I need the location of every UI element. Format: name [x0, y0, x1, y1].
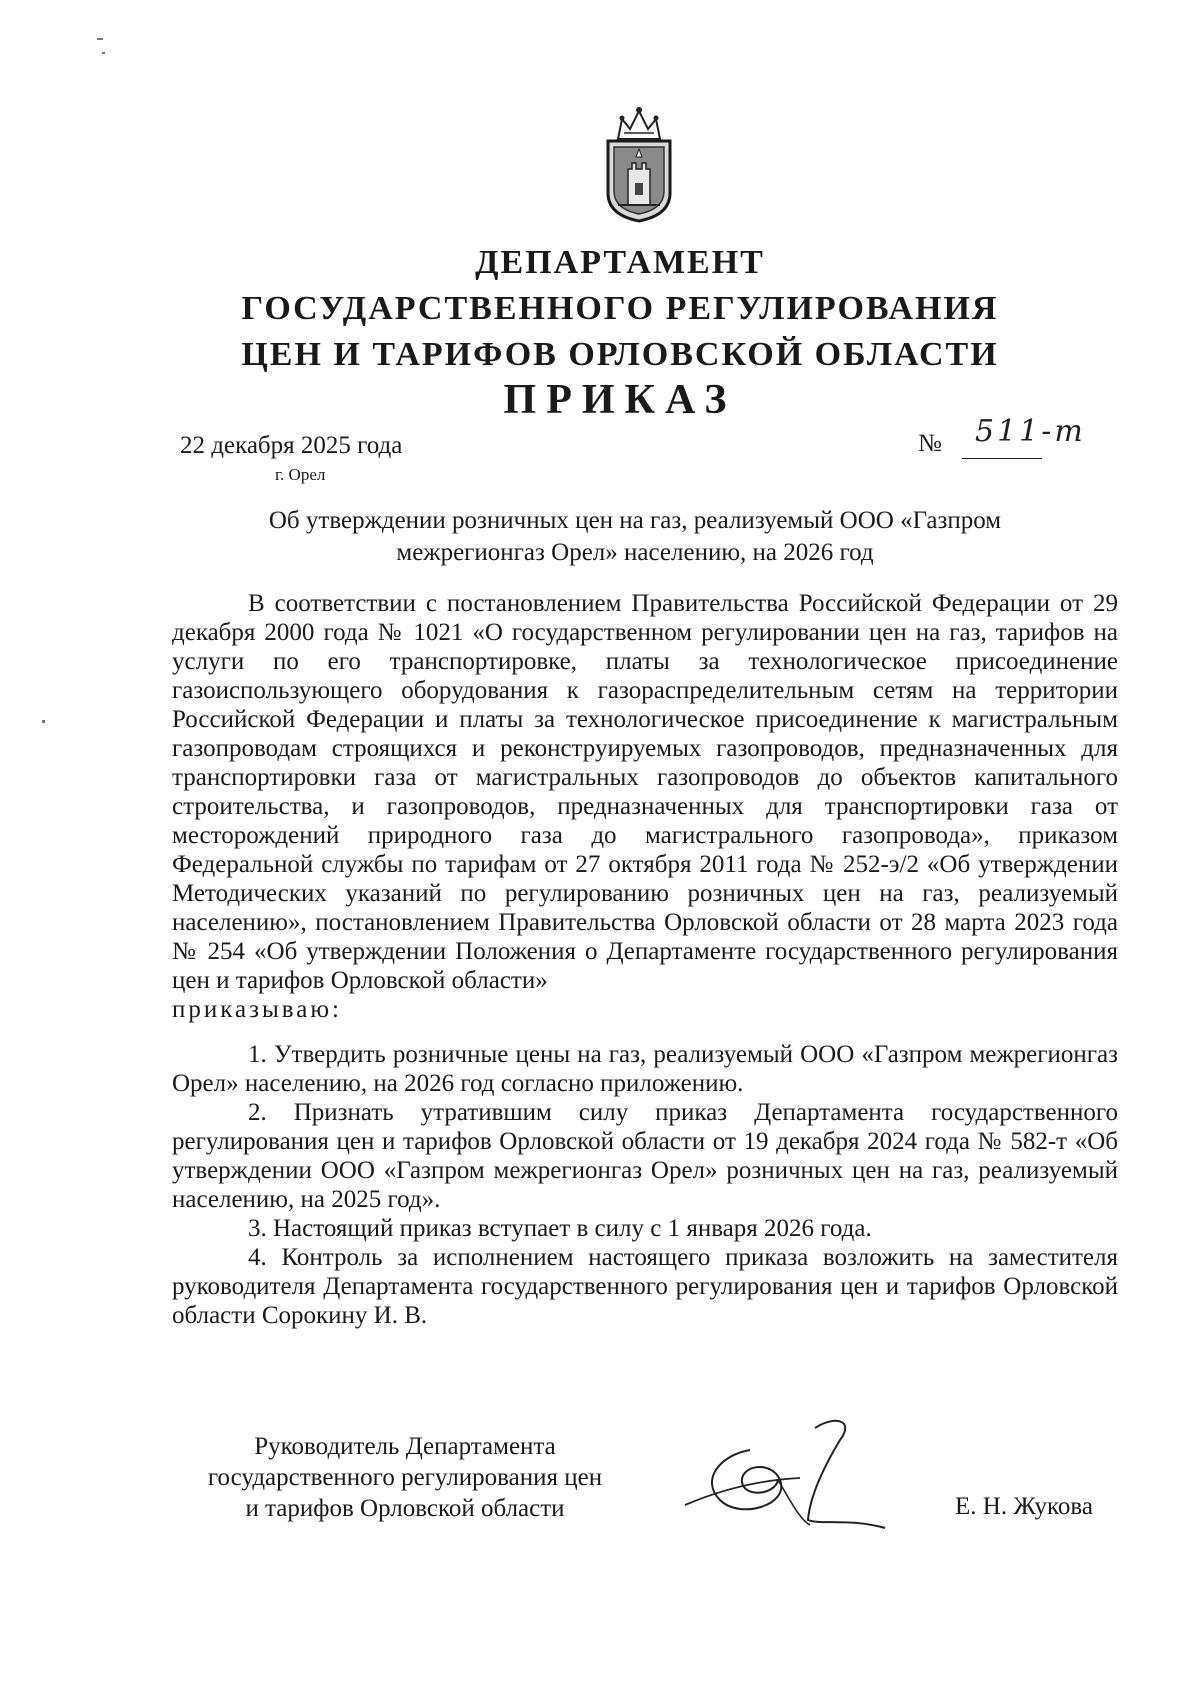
document-type-title: ПРИКАЗ: [503, 377, 737, 423]
order-subject: [215, 505, 1055, 569]
order-word: приказываю:: [172, 996, 342, 1023]
order-item-4: 4. Контроль за исполнением настоящего приказа возложить на заместителя руководителя Департамента государственного регулирования цен и тарифов Орловской области Сорокину И. В.: [172, 1244, 1118, 1329]
handwritten-signature-icon: [680, 1410, 900, 1540]
subject-line-2: межрегионгаз Орел» населению, на 2026 год: [396, 539, 874, 566]
signatory-position: [165, 1431, 645, 1524]
signatory-name: Е. Н. Жукова: [955, 1493, 1093, 1520]
signatory-position-line-2: государственного регулирования цен: [207, 1464, 603, 1491]
department-line-3: ЦЕН И ТАРИФОВ ОРЛОВСКОЙ ОБЛАСТИ: [241, 336, 999, 373]
signatory-position-line-3: и тарифов Орловской области: [245, 1495, 565, 1522]
coat-of-arms-icon: [600, 105, 678, 223]
order-number-handwritten: 511-т: [975, 414, 1086, 449]
order-number-label: №: [918, 430, 942, 457]
scan-speck: [97, 38, 103, 40]
scan-speck: [102, 52, 105, 54]
order-number-underline: [962, 458, 1042, 459]
order-item-1: 1. Утвердить розничные цены на газ, реализуемый ООО «Газпром межрегионгаз Орел» населению, на 2026 год согласно приложению.: [172, 1041, 1118, 1097]
signatory-position-line-1: Руководитель Департамента: [254, 1433, 556, 1460]
order-item-2: 2. Признать утратившим силу приказ Департамента государственного регулирования цен и тарифов Орловской области от 19 декабря 2024 года № 582-т «Об утверждении ООО «Газпром межрегионгаз Орел» розничных цен на газ, реализуемый населению, на 2025 год».: [172, 1099, 1118, 1213]
department-line-2: ГОСУДАРСТВЕННОГО РЕГУЛИРОВАНИЯ: [241, 290, 999, 327]
order-body: [172, 589, 1118, 1330]
department-line-1: ДЕПАРТАМЕНТ: [475, 244, 765, 281]
order-items: [172, 1040, 1118, 1330]
subject-line-1: Об утверждении розничных цен на газ, реализуемый ООО «Газпром: [268, 507, 1002, 534]
order-city: г. Орел: [275, 465, 326, 484]
order-item-3: 3. Настоящий приказ вступает в силу с 1 января 2026 года.: [248, 1215, 872, 1242]
scan-speck: [42, 720, 45, 723]
department-name: [220, 240, 1020, 378]
preamble-paragraph: В соответствии с постановлением Правительства Российской Федерации от 29 декабря 2000 года № 1021 «О государственном регулировании цен на газ, тарифов на услуги по его транспортировке, платы за технологическое присоединение газоиспользующего оборудования к газораспределительным сетям на территории Российской Федерации и платы за технологическое присоединение к магистральным газопроводам строящихся и реконструируемых газопроводов, предназначенных для транспортировки газа от магистральных газопроводов до объектов капитального строительства, и газопроводов, предназначенных для транспортировки газа от месторождений природного газа до магистрального газопровода», приказом Федеральной службы по тарифам от 27 октября 2011 года № 252-э/2 «Об утверждении Методических указаний по регулированию розничных цен на газ, реализуемый населению», постановлением Правительства Орловской области от 28 марта 2023 года № 254 «Об утверждении Положения о Департаменте государственного регулирования цен и тарифов Орловской области»: [172, 590, 1118, 994]
order-date: 22 декабря 2025 года: [180, 432, 403, 459]
